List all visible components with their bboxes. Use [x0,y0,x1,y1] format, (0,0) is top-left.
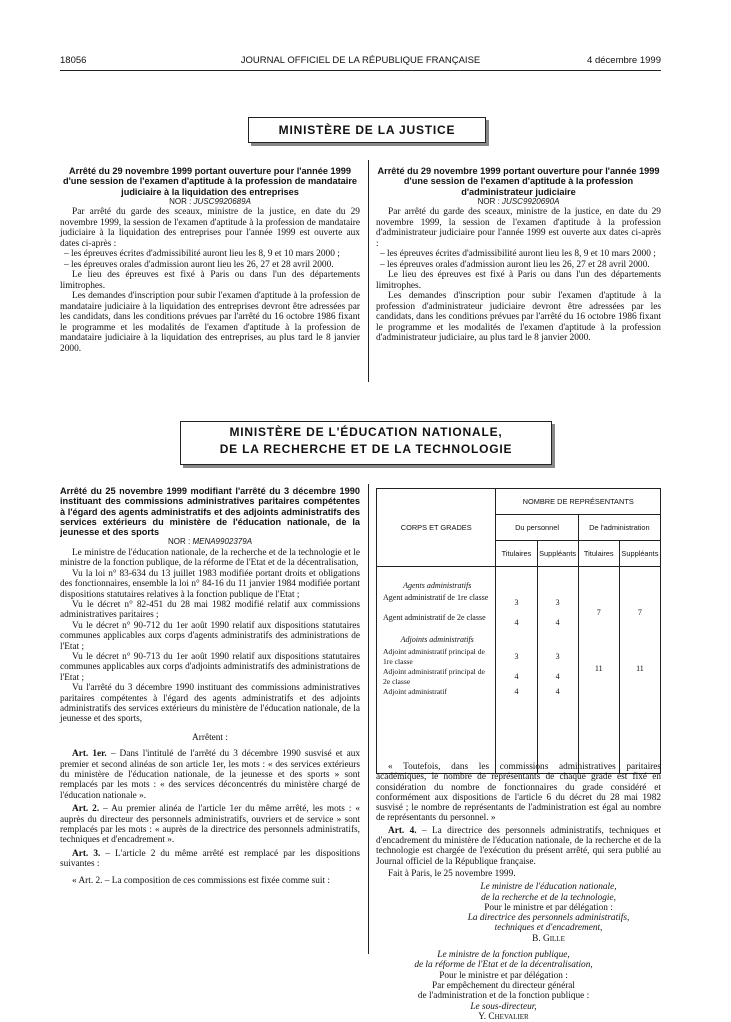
bullet-item: – les épreuves orales d'admission auront lieu les 26, 27 et 28 avril 2000. [380,259,650,270]
table-cell: 11 [594,664,603,673]
column-divider [368,484,369,954]
visa: Vu l'arrêté du 3 décembre 1990 instituant des commissions administratives paritaires compétentes à l'égard des agents administratifs et des adjoints administratifs des services extérieurs du ministère de l'éducation nationale, de la jeunesse et des sports, [60,683,360,725]
article-1 [60,749,360,801]
grade-row: Adjoint administratif [383,687,447,696]
table-cell: 7 [637,608,642,617]
header-rule [60,70,661,71]
article-label: Art. 2. [72,804,100,815]
signature-line: Le ministre de l'éducation nationale, [480,882,617,893]
paragraph: Les demandes d'inscription pour subir l'examen d'aptitude à la profession d'administrateur judiciaire devront être adressées par les candidats, dans les conditions prévues par l'arrêté du 16 octobre 1986 fixant le programme et les modalités de l'examen d'aptitude à la profession d'administrateur judiciaire, au plus tard le 8 janvier 2000. [376,291,661,344]
visa: Vu le décret n° 90-712 du 1er août 1990 relatif aux dispositions statutaires communes applicables aux corps d'agents administratifs des administrations de l'Etat ; [60,620,360,652]
values-suppleants-personnel [537,567,578,774]
paragraph: Par arrêté du garde des sceaux, ministre de la justice, en date du 29 novembre 1999, la session de l'examen d'aptitude à la profession d'administrateur judiciaire pour l'année 1999 est ouverte aux dates ci-après : [376,207,661,249]
grade-row: Agent administratif de 1re classe [383,593,489,602]
article-text: – La directrice des personnels administratifs, techniques et d'encadrement du ministère de l'éducation nationale, de la recherche et de la technologie est chargée de l'exécution du présent arrêté, qui sera publié au Journal officiel de la République française. [376,825,661,867]
bullet-item: – les épreuves orales d'admission auront lieu les 26, 27 et 28 avril 2000. [64,259,334,270]
header-suppleants: Suppléants [537,541,578,567]
article-title: Arrêté du 29 novembre 1999 portant ouverture pour l'année 1999 d'une session de l'examen d'aptitude à la profession d'administrateur judiciaire [377,166,660,197]
signature-line: de la recherche et de la technologie, [481,892,616,903]
nor-code: JUSC9920689A [193,196,251,206]
table-cell: 4 [555,687,560,696]
nor-code: MENA9902379A [192,537,253,547]
table-cell: 4 [514,618,519,627]
values-suppleants-admin [619,567,660,774]
signature-block-1 [376,882,661,944]
article-2 [60,804,360,846]
header-titulaires: Titulaires [578,541,619,567]
bullet-item: – les épreuves écrites d'admissibilité auront lieu les 8, 9 et 10 mars 2000 ; [380,249,656,260]
nor-label: NOR : [169,196,192,206]
justice-right-article [376,166,661,344]
nor-code: JUSC9920690A [502,196,560,206]
article-text: – Dans l'intitulé de l'arrêté du 3 décembre 1990 susvisé et aux premier et second alinéas de son article 1er, les mots : « des services extérieurs du ministère de l'éducation nationale, de la jeunesse et des sports » sont remplacés par les mots : « des services déconcentrés du ministère chargé de l'éducation nationale ». [60,749,360,801]
article-3-quote: « Art. 2. – La composition de ces commissions est fixée comme suit : [72,875,330,886]
signature-line: Pour le ministre et par délégation : [484,902,613,913]
fait-a: Fait à Paris, le 25 novembre 1999. [388,868,516,879]
signatory-name: B. Gille [532,933,565,944]
grade-row: Agent administratif de 2e classe [383,613,486,622]
paragraph: Le lieu des épreuves est fixé à Paris ou dans l'un des départements limitrophes. [376,270,661,291]
signature-line: Pour le ministre et par délégation : [439,970,568,981]
visa: Vu le décret n° 82-451 du 28 mai 1982 modifié relatif aux commissions administratives paritaires ; [60,599,360,621]
signature-line: techniques et d'encadrement, [494,923,603,934]
ministry-education-line2: DE LA RECHERCHE ET DE LA TECHNOLOGIE [219,442,513,456]
nor-reference [60,537,360,547]
nor-reference [60,197,360,208]
article-text: – L'article 2 du même arrêté est remplacé par les dispositions suivantes : [60,848,360,870]
column-divider [368,160,369,382]
table-cell: 3 [555,652,560,661]
paragraph: Le lieu des épreuves est fixé à Paris ou dans l'un des départements limitrophes. [60,270,360,291]
group-label: Agents administratifs [403,581,472,590]
education-right-text [376,762,661,1022]
table-cell: 7 [596,608,601,617]
table-cell: 11 [636,664,644,673]
article-title: Arrêté du 25 novembre 1999 modifiant l'arrêté du 3 décembre 1990 instituant des commissions administratives paritaires compétentes à l'égard des agents administratifs et des adjoints administratifs des services extérieurs du ministère de l'éducation nationale, de la jeunesse et des sports [60,486,360,538]
article-text: – Au premier alinéa de l'article 1er du même arrêté, les mots : « auprès du directeur des personnels administratifs, ouvriers et de service » sont remplacés par les mots : « auprès de la directrice des personnels administratifs, techniques et d'encadrement ». [60,804,360,846]
arretent: Arrêtent : [192,732,228,743]
article-4 [376,826,661,867]
table-cell: 3 [555,598,560,607]
table-cell: 3 [514,652,519,661]
article-label: Art. 3. [72,848,101,859]
article-label: Art. 4. [388,825,417,836]
signature-line: Le sous-directeur, [470,1001,537,1012]
table-cell: 4 [514,672,519,681]
visa: Vu la loi n° 83-634 du 13 juillet 1983 modifiée portant droits et obligations des fonctionnaires, ensemble la loi n° 84-16 du 11 janvier 1984 modifiée portant dispositions statutaires relatives à la fonction publique de l'Etat ; [60,568,360,600]
table-cell: 4 [555,618,560,627]
journal-title: JOURNAL OFFICIEL DE LA RÉPUBLIQUE FRANÇAISE [240,55,481,66]
paragraph: « Toutefois, dans les commissions administratives paritaires académiques, le nombre de représentants de chaque grade est fixé en considération du nombre de fonctionnaires du grade considéré et conformément aux dispositions de l'article 6 du décret du 28 mai 1982 susvisé ; le nombre de représentants de l'administration est égal au nombre de représentants du personnel. » [376,762,661,824]
ministry-education-line1: MINISTÈRE DE L'ÉDUCATION NATIONALE, [229,425,503,439]
page-header [60,55,661,69]
issue-date: 4 décembre 1999 [587,55,661,66]
bullet-item: – les épreuves écrites d'admissibilité auront lieu les 8, 9 et 10 mars 2000 ; [64,249,340,260]
nor-label: NOR : [477,196,500,206]
header-suppleants: Suppléants [619,541,660,567]
header-corps-grades: CORPS ET GRADES [377,489,496,567]
grades-cell [377,567,496,774]
values-titulaires-admin [578,567,619,774]
signatory-name: Y. Chevalier [478,1011,529,1022]
table-cell: 4 [555,672,560,681]
justice-left-article [60,166,360,354]
header-nombre: NOMBRE DE REPRÉSENTANTS [496,489,661,515]
header-personnel: Du personnel [496,515,578,541]
signature-line: Le ministre de la fonction publique, [437,950,570,961]
article-label: Art. 1er. [72,749,107,760]
ministry-justice-title: MINISTÈRE DE LA JUSTICE [278,123,456,137]
ministry-justice-box [248,117,486,143]
paragraph: Le ministre de l'éducation nationale, de la recherche et de la technologie et le ministre de la fonction publique, de la réforme de l'Etat et de la décentralisation, [60,547,360,569]
values-titulaires-personnel [496,567,537,774]
grade-row: Adjoint administratif principal de 2e classe [383,667,485,686]
paragraph: Par arrêté du garde des sceaux, ministre de la justice, en date du 29 novembre 1999, la session de l'examen d'aptitude à la profession de mandataire judiciaire à la liquidation des entreprises pour l'année 1999 est ouverte aux dates ci-après : [60,207,360,249]
signature-line: Par empêchement du directeur général [432,980,575,991]
visa: Vu le décret n° 90-713 du 1er août 1990 relatif aux dispositions statutaires communes applicables aux corps d'adjoints administratifs des administrations de l'Etat ; [60,651,360,683]
table-cell: 3 [514,598,519,607]
nor-reference [376,197,661,208]
header-titulaires: Titulaires [496,541,537,567]
header-administration: De l'administration [578,515,660,541]
education-left-article [60,486,360,886]
group-label: Adjoints administratifs [400,635,474,644]
signature-block-2 [376,950,661,1022]
article-title: Arrêté du 29 novembre 1999 portant ouverture pour l'année 1999 d'une session de l'examen d'aptitude à la profession de mandataire judiciaire à la liquidation des entreprises [63,166,357,197]
representatives-table [376,488,661,774]
nor-label: NOR : [167,537,191,547]
grade-row: Adjoint administratif principal de 1re classe [383,647,485,666]
paragraph: Les demandes d'inscription pour subir l'examen d'aptitude à la profession de mandataire judiciaire à la liquidation des entreprises devront être adressées par les candidats, dans les conditions prévues par l'arrêté du 16 octobre 1986 fixant le programme et les modalités de l'examen d'aptitude à la profession de mandataire judiciaire à la liquidation des entreprises, au plus tard le 8 janvier 2000. [60,291,360,354]
ministry-education-box [180,421,552,465]
signature-line: La directrice des personnels administratifs, [467,913,630,924]
signature-line: de la réforme de l'Etat et de la décentralisation, [414,960,593,971]
article-3 [60,849,360,870]
table-cell: 4 [514,687,519,696]
signature-line: de l'administration et de la fonction publique : [417,991,590,1002]
page-number: 18056 [60,55,87,66]
